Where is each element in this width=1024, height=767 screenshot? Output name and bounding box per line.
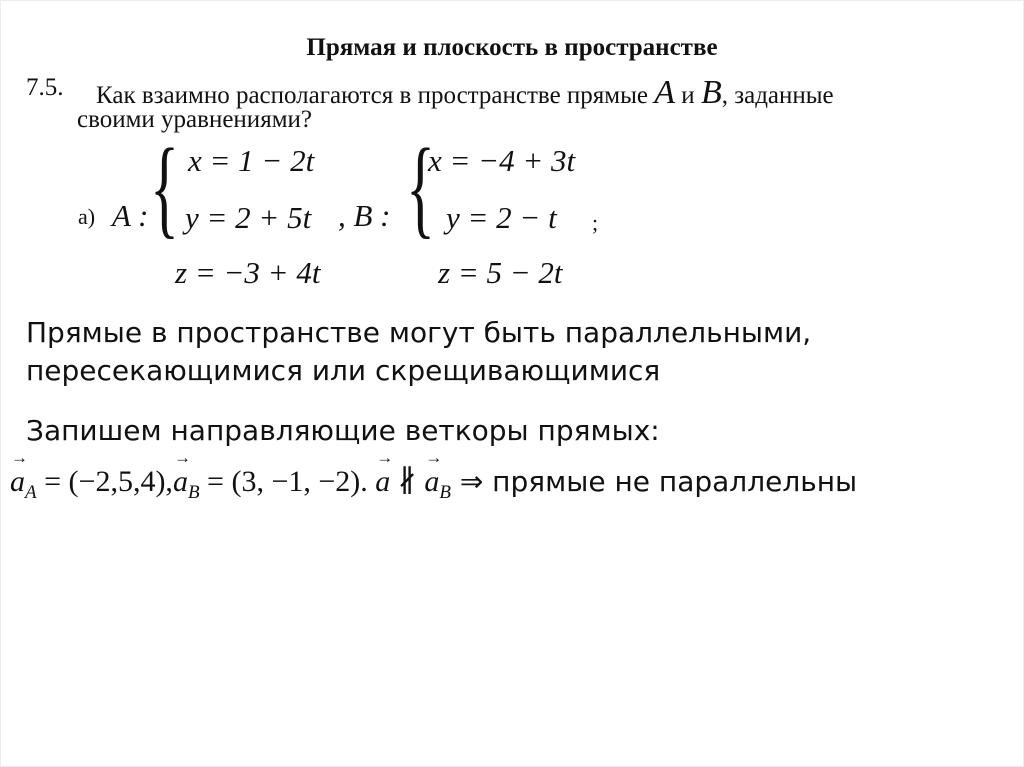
vector-a-symbol: → a bbox=[10, 465, 25, 499]
var-a: A bbox=[654, 74, 676, 111]
line-b-eq-x: x = −4 + 3t bbox=[428, 143, 576, 178]
vector-a-value: = (−2,5,4), bbox=[36, 465, 173, 498]
brace-left-b: { bbox=[406, 126, 436, 248]
line-a-eq-x: x = 1 − 2t bbox=[188, 143, 315, 178]
explanation-line2: пересекающимися или скрещивающимися bbox=[26, 354, 661, 387]
explanation-line1: Прямые в пространстве могут быть параллельными, bbox=[26, 316, 812, 349]
slide-title: Прямая и плоскость в пространстве bbox=[306, 34, 718, 61]
conclusion-text: ⇒ прямые не параллельны bbox=[450, 465, 858, 498]
brace-left-a: { bbox=[150, 126, 180, 248]
vector-b-symbol: → a bbox=[173, 465, 188, 499]
vectors-line bbox=[10, 464, 857, 504]
vectors-heading: Запишем направляющие веткоры прямых: bbox=[26, 414, 660, 447]
var-b: B bbox=[700, 74, 722, 111]
line-a-label: A : bbox=[112, 198, 149, 233]
vector-d-symbol: → a bbox=[424, 465, 439, 499]
trailing-semicolon: ; bbox=[592, 210, 599, 235]
vector-b-value: = (3, −1, −2). bbox=[199, 465, 376, 498]
line-b-label: , B : bbox=[338, 198, 391, 233]
line-b-eq-y: y = 2 − t bbox=[446, 200, 557, 235]
problem-text-line2: своими уравнениями? bbox=[77, 106, 312, 133]
problem-text-end: , заданные bbox=[721, 82, 834, 109]
problem-text: Как взаимно располагаются в пространстве прямые bbox=[96, 82, 649, 109]
part-label: а) bbox=[78, 204, 96, 229]
explanation-text bbox=[26, 314, 811, 390]
vector-c-symbol: → a bbox=[375, 465, 390, 499]
connector: и bbox=[681, 82, 695, 109]
vector-b-sub: B bbox=[187, 482, 200, 503]
problem-number: 7.5. bbox=[26, 74, 64, 101]
line-b-eq-z: z = 5 − 2t bbox=[438, 255, 563, 290]
vector-a-sub: A bbox=[25, 482, 37, 503]
vector-d-sub: B bbox=[439, 482, 451, 503]
not-parallel-relation: ∦ bbox=[390, 465, 425, 498]
line-a-eq-z: z = −3 + 4t bbox=[175, 255, 321, 290]
line-a-eq-y: y = 2 + 5t bbox=[185, 200, 312, 235]
